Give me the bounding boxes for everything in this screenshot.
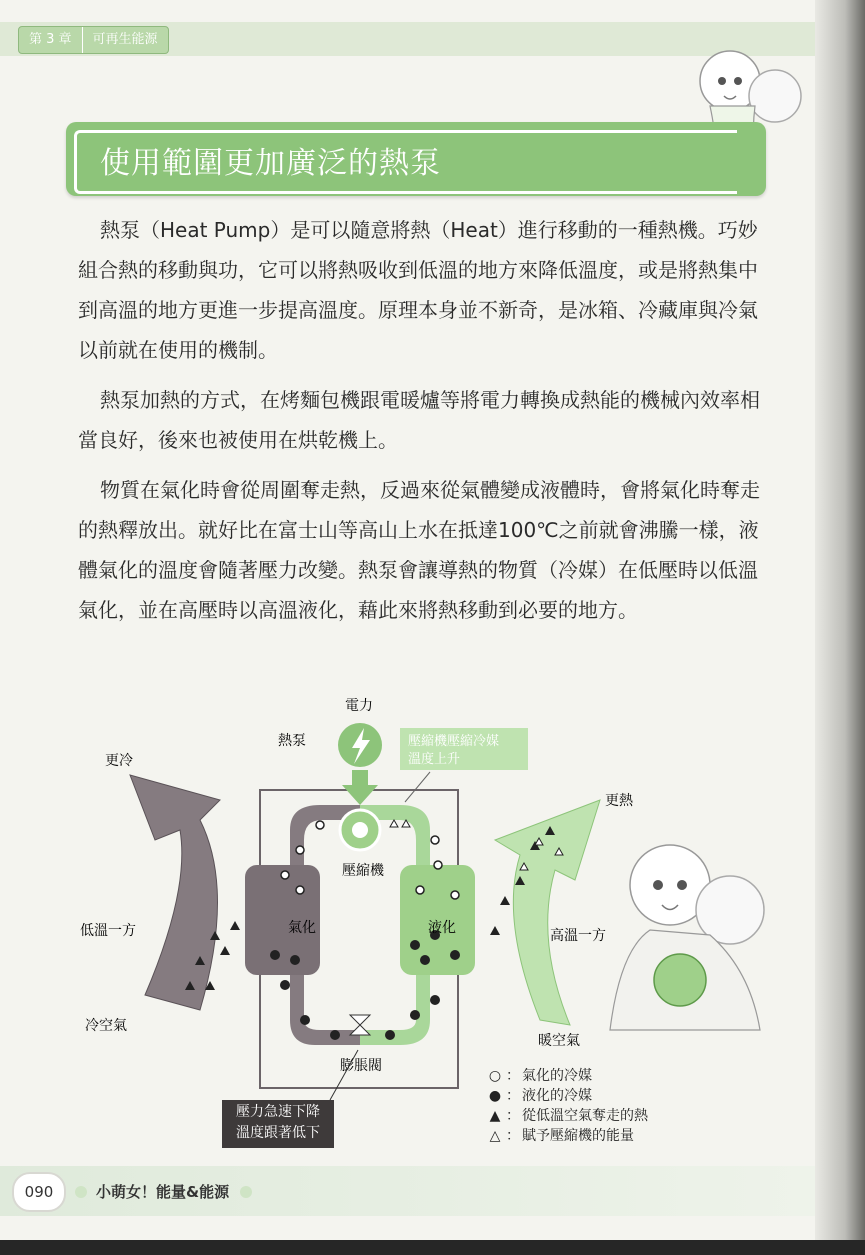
page-number: 090 bbox=[12, 1172, 66, 1212]
legend-label: 從低溫空氣奪走的熱 bbox=[522, 1108, 648, 1124]
callout-line2: 溫度跟著低下 bbox=[236, 1125, 320, 1141]
paragraph-3: 物質在氣化時會從周圍奪走熱，反過來從氣體變成液體時，會將氣化時奪走的熱釋放出。就好比在富士山等高山上水在抵達100℃之前就會沸騰一樣，液體氣化的溫度會隨著壓力改變。熱泵會讓導熱的物質（冷媒）在低壓時以低溫氣化，並在高壓時以高溫液化，藉此來將熱移動到必要的地方。 bbox=[78, 478, 760, 622]
legend-label: 氣化的冷媒 bbox=[522, 1068, 592, 1084]
footer-dot bbox=[240, 1186, 252, 1198]
scan-border bbox=[0, 1240, 865, 1255]
page-edge bbox=[815, 0, 865, 1240]
book-title: 小萌女！能量&能源 bbox=[96, 1183, 230, 1201]
filled-circle-icon: ● bbox=[488, 1088, 502, 1104]
paragraph-1: 熱泵（Heat Pump）是可以隨意將熱（Heat）進行移動的一種熱機。巧妙組合熱的移動與功，它可以將熱吸收到低溫的地方來降低溫度，或是將熱集中到高溫的地方更進一步提高溫度。原理本身並不新奇，是冰箱、冷藏庫與冷氣以前就在使用的機制。 bbox=[78, 218, 758, 362]
hollow-circle-icon: ○ bbox=[488, 1068, 502, 1084]
chapter-tab bbox=[18, 26, 169, 54]
legend-label: 液化的冷媒 bbox=[522, 1088, 592, 1104]
legend-label: 賦予壓縮機的能量 bbox=[522, 1128, 634, 1144]
hollow-triangle-icon: △ bbox=[489, 1128, 501, 1144]
legend-item: ▲ ： 從低溫空氣奪走的熱 bbox=[486, 1106, 648, 1126]
label-hotter: 更熱 bbox=[605, 793, 633, 809]
body-text bbox=[78, 210, 768, 640]
label-power: 電力 bbox=[345, 698, 373, 714]
heat-triangle-markers bbox=[185, 826, 555, 990]
section-title: 使用範圍更加廣泛的熱泵 bbox=[100, 146, 441, 181]
paragraph-2: 熱泵加熱的方式，在烤麵包機跟電暖爐等將電力轉換成熱能的機械內效率相當良好，後來也被使用在烘乾機上。 bbox=[78, 388, 760, 452]
label-cold-air: 冷空氣 bbox=[85, 1018, 127, 1034]
diagram-legend bbox=[486, 1066, 648, 1146]
compressor-note-line2: 溫度上升 bbox=[408, 752, 461, 767]
label-vaporize: 氣化 bbox=[288, 920, 316, 936]
mascot-illustration-bottom bbox=[600, 830, 780, 1050]
cold-air-arrow bbox=[130, 775, 220, 1010]
label-high-side: 高溫一方 bbox=[550, 928, 606, 944]
label-heat-pump: 熱泵 bbox=[278, 733, 306, 749]
filled-triangle-icon: ▲ bbox=[489, 1108, 501, 1124]
label-liquefy: 液化 bbox=[428, 920, 456, 936]
chapter-title: 可再生能源 bbox=[82, 27, 168, 53]
power-arrow bbox=[342, 770, 378, 805]
callout-line1: 壓力急速下降 bbox=[236, 1104, 320, 1120]
pressure-drop-callout bbox=[222, 1100, 334, 1148]
compressor-note-line1: 壓縮機壓縮冷媒 bbox=[408, 734, 500, 749]
legend-item: ○ ： 氣化的冷媒 bbox=[486, 1066, 648, 1086]
label-compressor: 壓縮機 bbox=[342, 863, 384, 879]
chapter-number: 第 3 章 bbox=[29, 32, 72, 47]
label-valve: 膨脹閥 bbox=[340, 1058, 382, 1074]
expansion-valve-icon bbox=[350, 1015, 370, 1035]
footer-dot bbox=[75, 1186, 87, 1198]
label-low-side: 低溫一方 bbox=[80, 923, 136, 939]
label-colder: 更冷 bbox=[105, 753, 133, 769]
legend-item: ● ： 液化的冷媒 bbox=[486, 1086, 648, 1106]
legend-item: △ ： 賦予壓縮機的能量 bbox=[486, 1126, 648, 1146]
label-warm-air: 暖空氣 bbox=[538, 1033, 580, 1049]
